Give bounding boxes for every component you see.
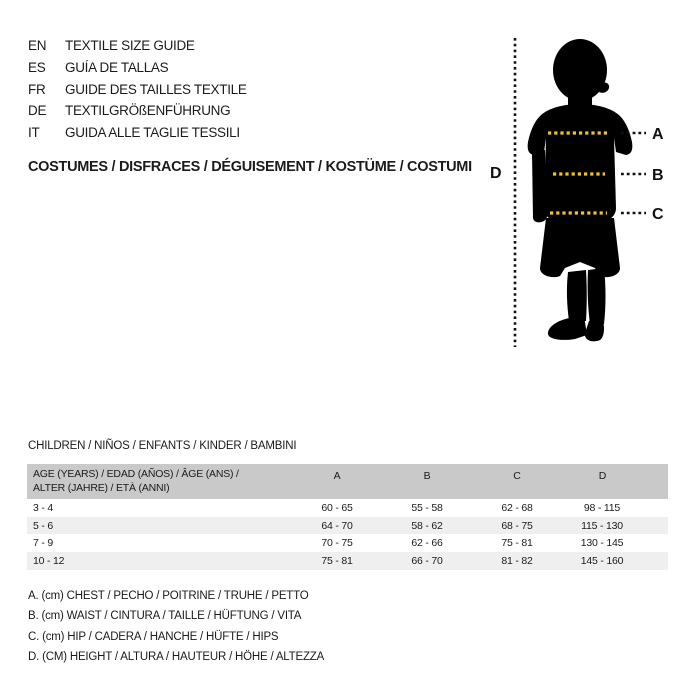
waist-cell: 55 - 58 xyxy=(411,501,443,514)
legend-item-height: D. (CM) HEIGHT / ALTURA / HAUTEUR / HÖHE / ALTEZZA xyxy=(28,651,325,664)
lang-code: DE xyxy=(28,103,47,119)
age-header-line2: ALTER (JAHRE) / ETÀ (ANNI) xyxy=(33,481,170,494)
height-cell: 115 - 130 xyxy=(581,519,623,532)
age-cell: 3 - 4 xyxy=(33,501,54,514)
lang-row-fr xyxy=(28,78,247,100)
child-silhouette-figure xyxy=(480,28,700,353)
age-cell: 5 - 6 xyxy=(33,519,54,532)
column-header-a: A xyxy=(333,470,341,482)
table-row xyxy=(27,534,668,552)
legend-item-chest: A. (cm) CHEST / PECHO / POITRINE / TRUHE / PETTO xyxy=(28,590,309,602)
measurement-legend xyxy=(28,586,324,668)
waist-cell: 66 - 70 xyxy=(411,554,443,567)
height-cell: 130 - 145 xyxy=(580,537,624,550)
lang-row-en xyxy=(28,35,247,57)
lang-label: TEXTILGRÖßENFÜHRUNG xyxy=(65,103,231,119)
chest-cell: 60 - 65 xyxy=(321,501,353,514)
child-standing-silhouette-icon xyxy=(528,39,633,341)
hip-cell: 68 - 75 xyxy=(501,519,533,532)
column-header-d: D xyxy=(598,470,607,482)
age-header-line1: AGE (YEARS) / EDAD (AÑOS) / ÂGE (ANS) / xyxy=(33,468,239,480)
lang-code: FR xyxy=(28,81,46,97)
legend-item-waist: B. (cm) WAIST / CINTURA / TAILLE / HÜFTUNG / VITA xyxy=(28,610,302,623)
lang-code: ES xyxy=(28,60,46,76)
chest-cell: 70 - 75 xyxy=(321,537,353,550)
age-cell: 7 - 9 xyxy=(33,537,54,550)
column-header-c: C xyxy=(513,470,521,482)
lang-row-de xyxy=(28,100,247,122)
height-cell: 98 - 115 xyxy=(583,501,621,514)
lang-code: IT xyxy=(28,125,40,141)
lang-label: GUÍA DE TALLAS xyxy=(65,60,169,76)
size-table xyxy=(27,464,668,570)
label-c: C xyxy=(652,206,664,223)
label-b: B xyxy=(652,167,664,184)
language-guide-list xyxy=(28,35,247,143)
hip-cell: 75 - 81 xyxy=(501,537,533,550)
children-section-title: CHILDREN / NIÑOS / ENFANTS / KINDER / BAMBINI xyxy=(28,440,297,452)
lang-label: TEXTILE SIZE GUIDE xyxy=(65,38,195,54)
hip-cell: 62 - 68 xyxy=(501,501,533,514)
chest-cell: 75 - 81 xyxy=(321,554,353,567)
chest-cell: 64 - 70 xyxy=(321,519,353,532)
waist-cell: 58 - 62 xyxy=(411,519,443,532)
table-row xyxy=(27,499,668,517)
measurement-diagram xyxy=(480,28,700,353)
lang-label: GUIDA ALLE TAGLIE TESSILI xyxy=(65,125,240,141)
lang-row-es xyxy=(28,57,247,79)
age-cell: 10 - 12 xyxy=(33,554,65,567)
column-header-b: B xyxy=(423,470,431,482)
age-column-header xyxy=(27,464,292,499)
category-title: COSTUMES / DISFRACES / DÉGUISEMENT / KOSTÜME / COSTUMI xyxy=(28,159,472,175)
waist-cell: 62 - 66 xyxy=(411,537,443,550)
lang-code: EN xyxy=(28,38,47,54)
lang-row-it xyxy=(28,122,247,144)
table-row xyxy=(27,517,668,535)
size-table-header-row xyxy=(27,464,668,499)
label-a: A xyxy=(652,126,664,143)
height-cell: 145 - 160 xyxy=(580,554,624,567)
hip-cell: 81 - 82 xyxy=(501,554,533,567)
table-row xyxy=(27,552,668,570)
lang-label: GUIDE DES TAILLES TEXTILE xyxy=(65,81,247,97)
label-d: D xyxy=(490,165,502,182)
legend-item-hip: C. (cm) HIP / CADERA / HANCHE / HÜFTE / HIPS xyxy=(28,630,279,643)
